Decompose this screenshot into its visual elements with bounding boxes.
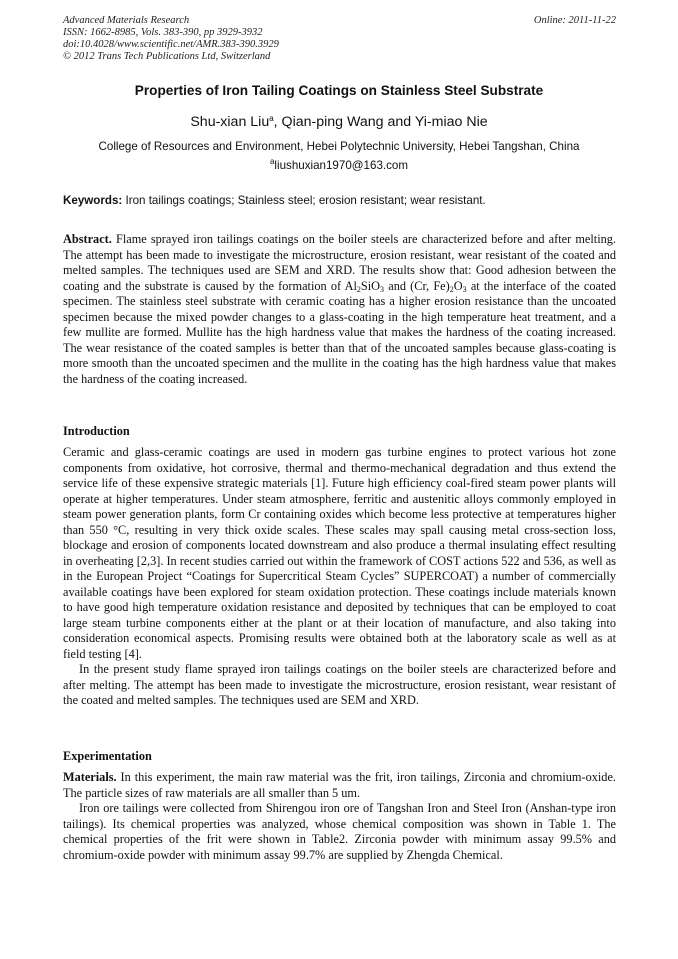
- abstract-text-4: O: [453, 278, 463, 293]
- experimentation-heading: Experimentation: [63, 749, 152, 763]
- author-others: , Qian-ping Wang and Yi-miao Nie: [273, 114, 488, 130]
- introduction-paragraph-1: Ceramic and glass-ceramic coatings are used in modern gas turbine engines to protect various hot zone components from oxidative, hot corrosive, thermal and thermo-mechanical degradation and thus extend the service life of these expensive strategic materials [1]. Future high efficiency coal-fired steam power plants will operate at higher temperatures. Under steam atmosphere, ferritic and austenitic alloys commonly employed in steam power generation plants, form Cr containing oxides which become less protective at temperatures higher than 550 °C, resulting in very thick oxide scales. These scales may spall causing metal cross-section loss, blockage and erosion of components located downstream and also produce a thermal insulating effect resulting in overheating [2,3]. In recent studies carried out within the framework of COST actions 522 and 536, as well as in the European Project “Coatings for Supercritical Steam Cycles” SUPERCOAT) a number of commercially available coatings have been explored for steam oxidation protection. These coatings include materials known to have good high temperature oxidation resistance and deposited by techniques that can be employed to coat large steam turbine components either at the plant or at their location of manufacture, and also taking into consideration economical aspects. Promising results were obtained both at the laboratory scale as well as at field testing [4].: [63, 445, 616, 661]
- introduction-heading: Introduction: [63, 424, 130, 438]
- introduction-paragraph-2: In the present study flame sprayed iron tailings coatings on the boiler steels are characterized before and after melting. The attempt has been made to investigate the microstructure, erosion resistant, wear resistant of the coated and melted samples. The techniques used are SEM and XRD.: [63, 662, 616, 707]
- journal-header: [63, 15, 616, 63]
- keywords-text: Iron tailings coatings; Stainless steel; erosion resistant; wear resistant.: [122, 194, 486, 207]
- materials-paragraph-2: Iron ore tailings were collected from Shirengou iron ore of Tangshan Iron and Steel Iron (Anshan-type iron tailings). Its chemical properties was analyzed, whose chemical composition was shown in Table 1. The chemical properties of the frit were shown in Table2. Zirconia powder with minimum assay 99.5% and chromium-oxide powder with minimum assay 99.7% are supplied by Zhengda Chemical.: [63, 801, 616, 862]
- materials-label: Materials.: [63, 770, 117, 784]
- experimentation-body: [63, 770, 616, 863]
- subscript: 3: [380, 284, 385, 294]
- doi-line[interactable]: doi:10.4028/www.scientific.net/AMR.383-390.3929: [63, 39, 279, 50]
- affiliation: College of Resources and Environment, Hebei Polytechnic University, Hebei Tangshan, China: [98, 140, 580, 153]
- subscript: 3: [462, 284, 467, 294]
- email-superscript: a: [269, 157, 275, 166]
- abstract-text-2: SiO: [360, 278, 381, 293]
- author-email: [0, 159, 678, 172]
- author-superscript: a: [269, 114, 274, 123]
- materials-text: In this experiment, the main raw material was the frit, iron tailings, Zirconia and chromium-oxide. The particle sizes of raw materials are all smaller than 5 um.: [63, 770, 616, 800]
- abstract-text-1: Flame sprayed iron tailings coatings on the boiler steels are characterized before and after melting. The attempt has been made to investigate the microstructure, erosion resistant, wear resistant of the coated and melted samples. The techniques used are SEM and XRD. The results show that: Good adhesion between the coating and the substrate is caused by the formation of Al: [63, 232, 616, 293]
- abstract: [63, 232, 616, 387]
- introduction-body: [63, 445, 616, 709]
- copyright-line: © 2012 Trans Tech Publications Ltd, Switzerland: [63, 51, 271, 62]
- keywords-label: Keywords:: [63, 194, 123, 207]
- materials-paragraph-1: [63, 770, 616, 801]
- abstract-label: Abstract.: [63, 232, 112, 246]
- online-date: Online: 2011-11-22: [533, 15, 616, 26]
- abstract-text-5: at the interface of the coated specimen. The stainless steel substrate with ceramic coating has a higher erosion resistance than the uncoated specimen because the mixed powder changes to a glass-coating in the high temperature heat treatment, and a few mullite are formed. Mullite has the high hardness value that makes the hardness of the coating increased. The wear resistance of the coated samples is better than that of the uncoated samples because glass-coating is more smooth than the uncoated specimen and the mullite in the coating has the high hardness value that makes the hardness of the coating increased.: [63, 278, 617, 386]
- author-list: [0, 114, 678, 130]
- author-primary: Shu-xian Liu: [190, 114, 270, 130]
- paper-title: Properties of Iron Tailing Coatings on Stainless Steel Substrate: [134, 83, 544, 98]
- issn-line: ISSN: 1662-8985, Vols. 383-390, pp 3929-3932: [63, 27, 263, 38]
- email-address[interactable]: liushuxian1970@163.com: [274, 159, 409, 172]
- keywords: [63, 194, 616, 207]
- journal-name: Advanced Materials Research: [63, 15, 190, 26]
- abstract-text-3: and (Cr, Fe): [384, 278, 450, 293]
- subscript: 2: [449, 284, 454, 294]
- subscript: 2: [356, 284, 361, 294]
